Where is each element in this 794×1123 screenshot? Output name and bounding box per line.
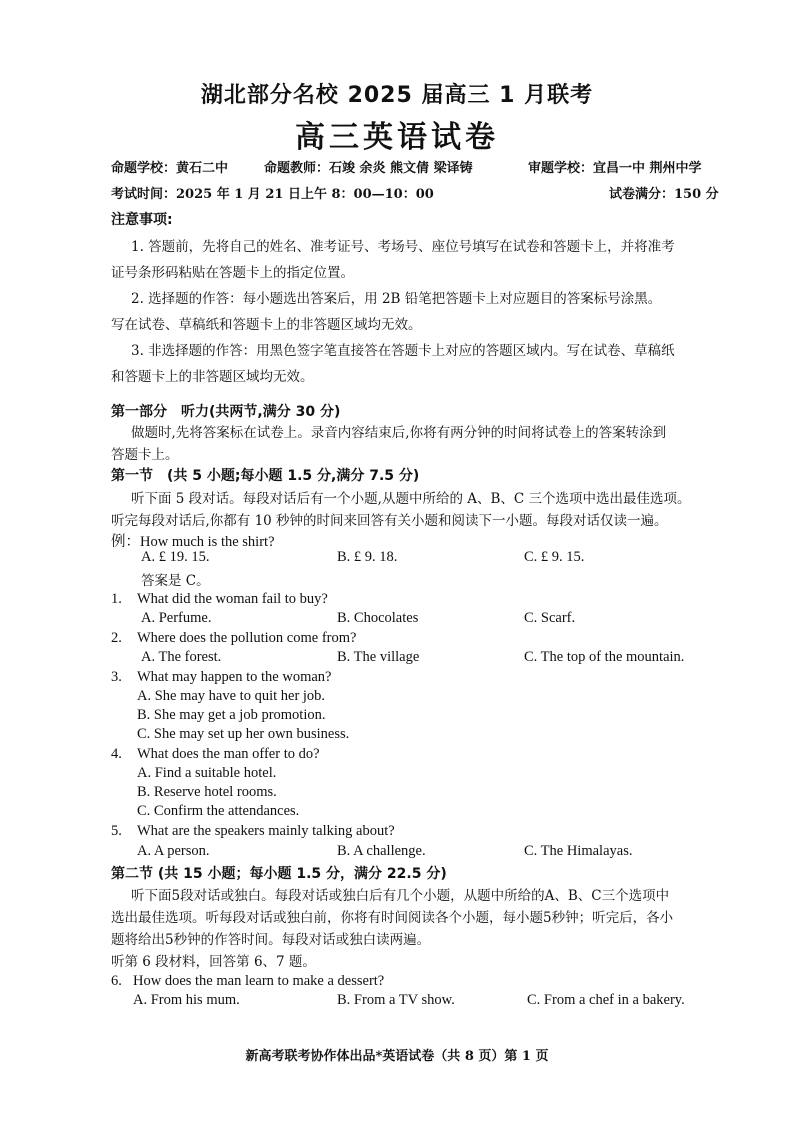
question-number: 3. <box>111 669 122 685</box>
subject-title: 高三英语试卷 <box>295 120 499 155</box>
question-number: 2. <box>111 630 122 646</box>
notice-line: 写在试卷、草稿纸和答题卡上的非答题区域均无效。 <box>111 317 422 333</box>
setter-school: 命题学校：黄石二中 <box>111 161 229 176</box>
question-text: What may happen to the woman? <box>137 669 332 685</box>
option-c: C. Confirm the attendances. <box>137 803 300 819</box>
part1-intro: 答题卡上。 <box>111 447 179 463</box>
section2-instruction: 题将给出5秒钟的作答时间。每段对话或独白读两遍。 <box>111 932 431 948</box>
question-text: What are the speakers mainly talking about? <box>137 823 395 839</box>
question-text: Where does the pollution come from? <box>137 630 357 646</box>
option-b: B. She may get a job promotion. <box>137 707 326 723</box>
question-text: How does the man learn to make a dessert? <box>133 973 385 989</box>
option-a: A. From his mum. <box>133 992 240 1008</box>
option-a: A. The forest. <box>141 649 222 665</box>
notice-line: 3. 非选择题的作答：用黑色签字笔直接答在答题卡上对应的答题区域内。写在试卷、草稿纸 <box>131 343 675 359</box>
notice-line: 2. 选择题的作答：每小题选出答案后，用 2B 铅笔把答题卡上对应题目的答案标号涂黑。 <box>131 291 662 307</box>
exam-title: 湖北部分名校 2025 届高三 1 月联考 <box>200 83 594 108</box>
option-b: B. Chocolates <box>337 610 419 626</box>
option-b: B. A challenge. <box>337 843 426 859</box>
page-footer: 新高考联考协作体出品*英语试卷（共 8 页）第 1 页 <box>245 1049 549 1064</box>
example-option-a: A. £ 19. 15. <box>141 549 210 565</box>
question-text: What did the woman fail to buy? <box>137 591 328 607</box>
example-question: 例：How much is the shirt? <box>111 534 275 550</box>
example-option-c: C. £ 9. 15. <box>524 549 585 565</box>
setter-teachers: 命题教师：石竣 余炎 熊文倩 梁译铸 <box>264 161 473 176</box>
question-number: 1. <box>111 591 122 607</box>
option-b: B. The village <box>337 649 420 665</box>
option-c: C. From a chef in a bakery. <box>527 992 685 1008</box>
example-option-b: B. £ 9. 18. <box>337 549 398 565</box>
option-a: A. Perfume. <box>141 610 212 626</box>
section2-heading: 第二节 (共 15 小题；每小题 1.5 分，满分 22.5 分) <box>111 866 447 882</box>
notice-line: 证号条形码粘贴在答题卡上的指定位置。 <box>111 265 354 281</box>
option-b: B. Reserve hotel rooms. <box>137 784 277 800</box>
option-a: A. Find a suitable hotel. <box>137 765 277 781</box>
material-note: 听第 6 段材料，回答第 6、7 题。 <box>111 954 316 970</box>
option-b: B. From a TV show. <box>337 992 455 1008</box>
exam-time: 考试时间：2025 年 1 月 21 日上午 8：00—10：00 <box>111 187 434 202</box>
notice-line: 和答题卡上的非答题区域均无效。 <box>111 369 314 385</box>
section2-instruction: 听下面5段对话或独白。每段对话或独白后有几个小题，从题中所给的A、B、C三个选项中 <box>131 888 670 904</box>
review-school: 审题学校：宜昌一中 荆州中学 <box>528 161 702 176</box>
option-a: A. She may have to quit her job. <box>137 688 326 704</box>
part1-intro: 做题时,先将答案标在试卷上。录音内容结束后,你将有两分钟的时间将试卷上的答案转涂到 <box>131 425 667 441</box>
option-c: C. Scarf. <box>524 610 576 626</box>
notice-heading: 注意事项: <box>111 212 173 228</box>
section2-instruction: 选出最佳选项。听每段对话或独白前，你将有时间阅读各个小题，每小题5秒钟；听完后，各小 <box>111 910 674 926</box>
option-c: C. The top of the mountain. <box>524 649 685 665</box>
question-number: 5. <box>111 823 122 839</box>
question-number: 6. <box>111 973 122 989</box>
part1-heading: 第一部分 听力(共两节,满分 30 分) <box>111 404 341 420</box>
section1-instruction: 听完每段对话后,你都有 10 秒钟的时间来回答有关小题和阅读下一小题。每段对话仅读一遍。 <box>111 513 668 529</box>
section1-instruction: 听下面 5 段对话。每段对话后有一个小题,从题中所给的 A、B、C 三个选项中选出最佳选项。 <box>131 491 691 507</box>
section1-heading: 第一节 (共 5 小题;每小题 1.5 分,满分 7.5 分) <box>111 468 420 484</box>
full-score: 试卷满分：150 分 <box>609 187 719 202</box>
option-c: C. The Himalayas. <box>524 843 633 859</box>
example-answer: 答案是 C。 <box>141 573 210 589</box>
notice-line: 1. 答题前，先将自己的姓名、准考证号、考场号、座位号填写在试卷和答题卡上，并将准考 <box>131 239 675 255</box>
question-number: 4. <box>111 746 122 762</box>
question-text: What does the man offer to do? <box>137 746 320 762</box>
option-c: C. She may set up her own business. <box>137 726 350 742</box>
option-a: A. A person. <box>137 843 210 859</box>
